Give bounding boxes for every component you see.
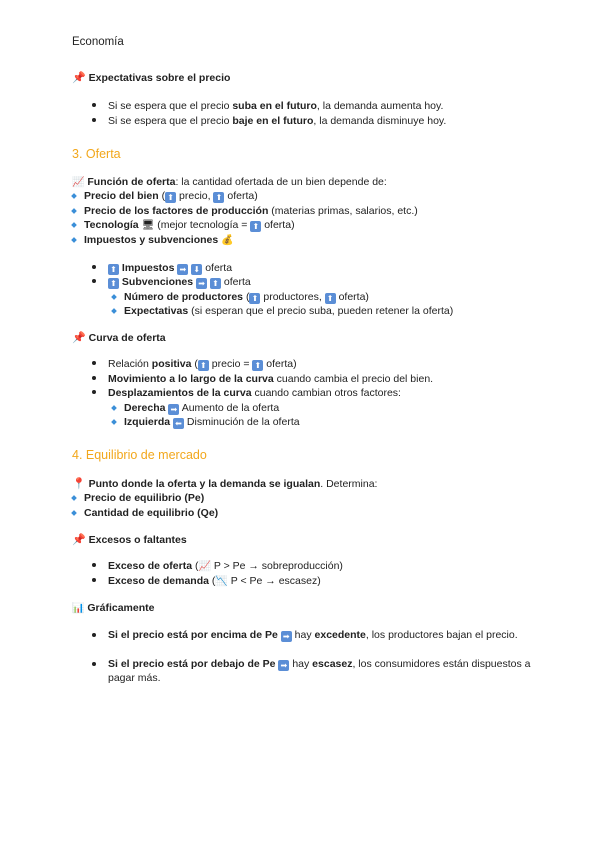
pushpin-icon: 📌 (72, 534, 86, 546)
list-item: Derecha ➡ Aumento de la oferta (112, 401, 279, 415)
up-arrow-icon: ⬆ (249, 293, 260, 304)
subheading-excesos: 📌 Excesos o faltantes (72, 534, 187, 546)
right-arrow-icon: ➡ (278, 660, 289, 671)
chart-increasing-icon: 📈 (72, 177, 85, 188)
pushpin-icon: 📌 (72, 332, 86, 344)
up-arrow-icon: ⬆ (108, 264, 119, 275)
list-item: Izquierda ⬅ Disminución de la oferta (112, 415, 300, 429)
subheading-curva-oferta: 📌 Curva de oferta (72, 332, 166, 344)
section-title-equilibrio: 4. Equilibrio de mercado (72, 448, 207, 462)
list-item: Exceso de oferta (📈 P > Pe → sobreproducción) (72, 559, 343, 574)
up-arrow-icon: ⬆ (210, 278, 221, 289)
list-item: Si el precio está por debajo de Pe ➡ hay escasez, los consumidores están dispuestos a pagar más. (72, 657, 548, 685)
subheading-expectativas: 📌 Expectativas sobre el precio (72, 72, 231, 84)
list-item: Tecnología 🖥 (mejor tecnología = ⬆ oferta) (72, 218, 295, 233)
list-item: Desplazamientos de la curva cuando cambian otros factores: (72, 386, 401, 400)
list-item: Cantidad de equilibrio (Qe) (72, 506, 218, 520)
round-pushpin-icon: 📍 (72, 478, 86, 490)
up-arrow-icon: ⬆ (325, 293, 336, 304)
list-item: Si se espera que el precio baje en el futuro, la demanda disminuye hoy. (72, 114, 446, 128)
list-item: Impuestos y subvenciones 💰 (72, 233, 234, 248)
up-arrow-icon: ⬆ (108, 278, 119, 289)
list-item: Relación positiva ( ⬆ precio = ⬆ oferta) (72, 357, 297, 371)
up-arrow-icon: ⬆ (213, 192, 224, 203)
bar-chart-icon: 📊 (72, 603, 85, 614)
down-arrow-icon: ⬇ (191, 264, 202, 275)
document-header: Economía (72, 36, 124, 48)
list-item: Número de productores ( ⬆ productores, ⬆ oferta) (112, 290, 369, 304)
computer-icon: 🖥 (141, 220, 155, 231)
chart-decreasing-icon: 📉 (215, 576, 228, 587)
up-arrow-icon: ⬆ (252, 360, 263, 371)
list-item: Precio de equilibrio (Pe) (72, 491, 204, 505)
left-arrow-icon: ⬅ (173, 418, 184, 429)
list-item: Expectativas (si esperan que el precio suba, pueden retener la oferta) (112, 304, 453, 318)
list-item: Precio de los factores de producción (materias primas, salarios, etc.) (72, 204, 418, 218)
list-item: Si se espera que el precio suba en el futuro, la demanda aumenta hoy. (72, 99, 443, 113)
right-arrow-icon: ➡ (196, 278, 207, 289)
right-arrow-icon: ➡ (177, 264, 188, 275)
up-arrow-icon: ⬆ (165, 192, 176, 203)
list-item: ⬆ Impuestos ➡ ⬇ oferta (72, 261, 232, 275)
up-arrow-icon: ⬆ (250, 221, 261, 232)
list-item: Movimiento a lo largo de la curva cuando cambia el precio del bien. (72, 372, 433, 386)
chart-increasing-icon: 📈 (198, 561, 211, 572)
pushpin-icon: 📌 (72, 72, 86, 84)
money-bag-icon: 💰 (221, 235, 234, 246)
list-item: Exceso de demanda (📉 P < Pe → escasez) (72, 574, 321, 589)
list-item: Precio del bien ( ⬆ precio, ⬆ oferta) (72, 189, 258, 203)
subheading-graficamente: 📊 Gráficamente (72, 602, 155, 614)
paragraph-punto-equilibrio: 📍 Punto donde la oferta y la demanda se igualan. Determina: (72, 478, 378, 490)
section-title-oferta: 3. Oferta (72, 147, 121, 161)
list-item: ⬆ Subvenciones ➡ ⬆ oferta (72, 275, 251, 289)
list-item: Si el precio está por encima de Pe ➡ hay excedente, los productores bajan el precio. (72, 628, 548, 642)
paragraph-funcion-oferta: 📈 Función de oferta: la cantidad ofertada de un bien depende de: (72, 176, 387, 188)
right-arrow-icon: ➡ (168, 404, 179, 415)
up-arrow-icon: ⬆ (198, 360, 209, 371)
right-arrow-icon: ➡ (281, 631, 292, 642)
